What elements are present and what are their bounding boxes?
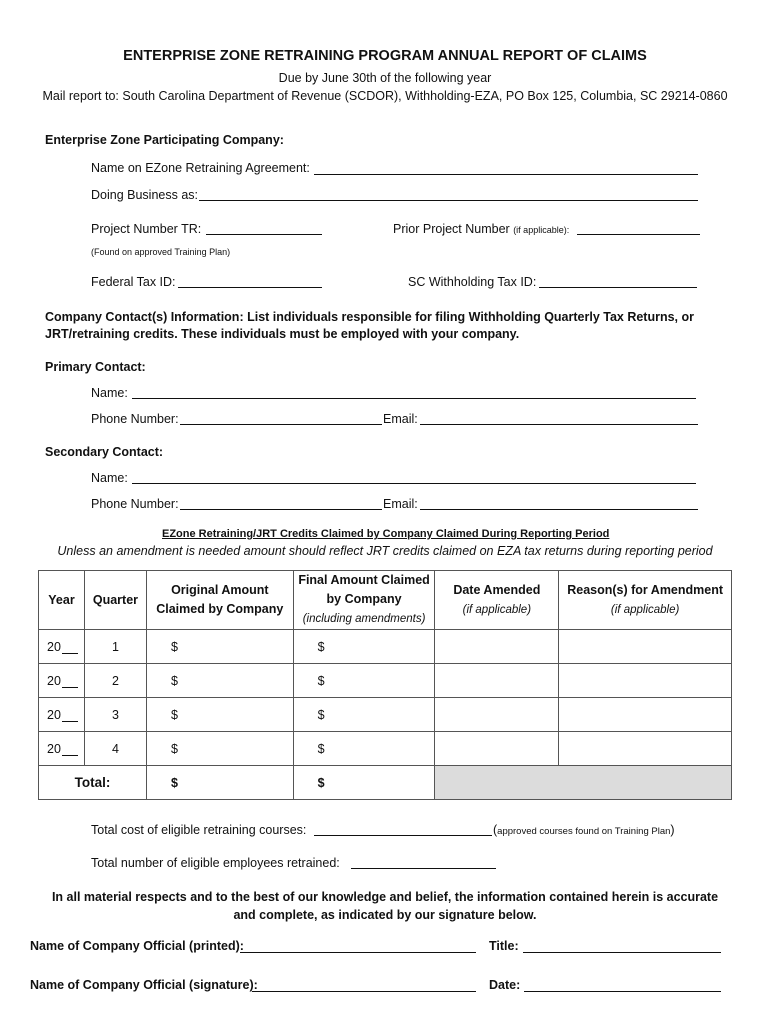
year-prefix: 20 [47,741,61,756]
total-final-cell[interactable]: $ [293,766,435,800]
original-amount-header: Original Amount Claimed by Company [146,571,293,630]
reason-header-text: Reason(s) for Amendment [567,582,724,597]
mailing-address: Mail report to: South Carolina Department of Revenue (SCDOR), Withholding-EZA, PO Box 125, Columbia, SC 29214-0860 [42,89,728,103]
date-amended-header [435,571,559,630]
sc-withholding-id-field[interactable] [539,287,697,288]
primary-email-field[interactable] [420,424,698,425]
date-amended-header-text: Date Amended [453,582,541,597]
sc-withholding-id-label: SC Withholding Tax ID: [408,275,537,289]
original-amount-cell[interactable]: $ [146,630,293,664]
final-amount-cell[interactable]: $ [293,732,435,766]
dba-label: Doing Business as: [91,188,199,202]
reason-cell[interactable] [559,698,732,732]
quarter-cell: 2 [84,664,146,698]
credits-note: Unless an amendment is needed amount should reflect JRT credits claimed on EZA tax returns during reporting period [57,544,713,558]
primary-name-label: Name: [91,386,128,400]
federal-tax-id-field[interactable] [178,287,322,288]
prior-project-note: (if applicable): [513,225,570,235]
year-prefix: 20 [47,673,61,688]
quarter-cell: 1 [84,630,146,664]
official-date-field[interactable] [524,991,721,992]
prior-project-label-text: Prior Project Number [393,222,510,236]
cost-field[interactable] [314,835,492,836]
final-amount-header-note: (including amendments) [302,613,426,625]
prior-project-label [393,222,569,236]
primary-phone-label: Phone Number: [91,412,179,426]
federal-tax-id-label: Federal Tax ID: [91,275,176,289]
official-title-label: Title: [489,939,519,953]
date-amended-cell[interactable] [435,630,559,664]
total-shaded-cell [435,766,732,800]
cost-note-open: ( [493,823,498,837]
year-blank[interactable] [62,643,78,654]
year-cell[interactable] [39,664,85,698]
project-number-label: Project Number TR: [91,222,202,236]
cost-note-text: approved courses found on Training Plan [497,826,671,837]
date-amended-cell[interactable] [435,732,559,766]
table-header-row [39,571,732,630]
final-amount-cell[interactable]: $ [293,630,435,664]
claims-table [38,570,732,800]
secondary-phone-label: Phone Number: [91,497,179,511]
table-row [39,698,732,732]
reason-cell[interactable] [559,630,732,664]
quarter-header: Quarter [84,571,146,630]
employees-field[interactable] [351,868,496,869]
table-row [39,732,732,766]
official-signature-label: Name of Company Official (signature): [30,978,258,992]
original-amount-cell[interactable]: $ [146,732,293,766]
year-cell[interactable] [39,630,85,664]
employees-label: Total number of eligible employees retrained: [91,856,340,870]
official-printed-field[interactable] [240,952,476,953]
project-number-note: (Found on approved Training Plan) [91,247,231,257]
prior-project-field[interactable] [577,234,700,235]
cost-note-close: ) [670,823,675,837]
secondary-name-label: Name: [91,471,128,485]
year-blank[interactable] [62,711,78,722]
reason-cell[interactable] [559,732,732,766]
secondary-email-field[interactable] [420,509,698,510]
primary-email-label: Email: [383,412,418,426]
year-prefix: 20 [47,639,61,654]
secondary-email-label: Email: [383,497,418,511]
primary-name-field[interactable] [132,398,696,399]
year-prefix: 20 [47,707,61,722]
final-amount-header [293,571,435,630]
reason-header-note: (if applicable) [610,603,680,616]
quarter-cell: 3 [84,698,146,732]
original-amount-cell[interactable]: $ [146,698,293,732]
dba-field[interactable] [199,200,698,201]
project-number-field[interactable] [206,234,322,235]
primary-phone-field[interactable] [180,424,382,425]
date-amended-cell[interactable] [435,698,559,732]
form-title: ENTERPRISE ZONE RETRAINING PROGRAM ANNUAL REPORT OF CLAIMS [123,48,647,64]
date-amended-cell[interactable] [435,664,559,698]
agreement-name-label: Name on EZone Retraining Agreement: [91,161,310,175]
official-title-field[interactable] [523,952,721,953]
year-blank[interactable] [62,745,78,756]
final-amount-cell[interactable]: $ [293,698,435,732]
table-row [39,664,732,698]
credits-heading: EZone Retraining/JRT Credits Claimed by Company Claimed During Reporting Period [162,528,610,540]
secondary-contact-heading: Secondary Contact: [45,445,164,459]
certification-statement: In all material respects and to the best of our knowledge and belief, the information contained herein is accurate and complete, as indicated by our signature below. [51,890,719,922]
quarter-cell: 4 [84,732,146,766]
table-row [39,630,732,664]
final-amount-header-text: Final Amount Claimed by Company [298,573,430,606]
year-blank[interactable] [62,677,78,688]
date-amended-header-note: (if applicable) [462,603,532,616]
final-amount-cell[interactable]: $ [293,664,435,698]
company-heading: Enterprise Zone Participating Company: [45,133,284,147]
secondary-phone-field[interactable] [180,509,382,510]
secondary-name-field[interactable] [132,483,696,484]
primary-contact-heading: Primary Contact: [45,360,146,374]
reason-header [559,571,732,630]
reason-cell[interactable] [559,664,732,698]
official-signature-field[interactable] [252,991,476,992]
agreement-name-field[interactable] [314,174,698,175]
official-date-label: Date: [489,978,521,992]
total-label: Total: [39,766,147,800]
year-cell[interactable] [39,732,85,766]
official-printed-label: Name of Company Official (printed): [30,939,244,953]
total-row [39,766,732,800]
cost-note [493,823,675,837]
contacts-intro: Company Contact(s) Information: List individuals responsible for filing Withholding Quarterly Tax Returns, or JRT/retraining credits. These individuals must be employed with your company. [45,310,694,341]
original-amount-cell[interactable]: $ [146,664,293,698]
total-original-cell[interactable]: $ [146,766,293,800]
year-header: Year [39,571,85,630]
due-date-note: Due by June 30th of the following year [278,71,492,85]
year-cell[interactable] [39,698,85,732]
cost-label: Total cost of eligible retraining courses: [91,823,307,837]
